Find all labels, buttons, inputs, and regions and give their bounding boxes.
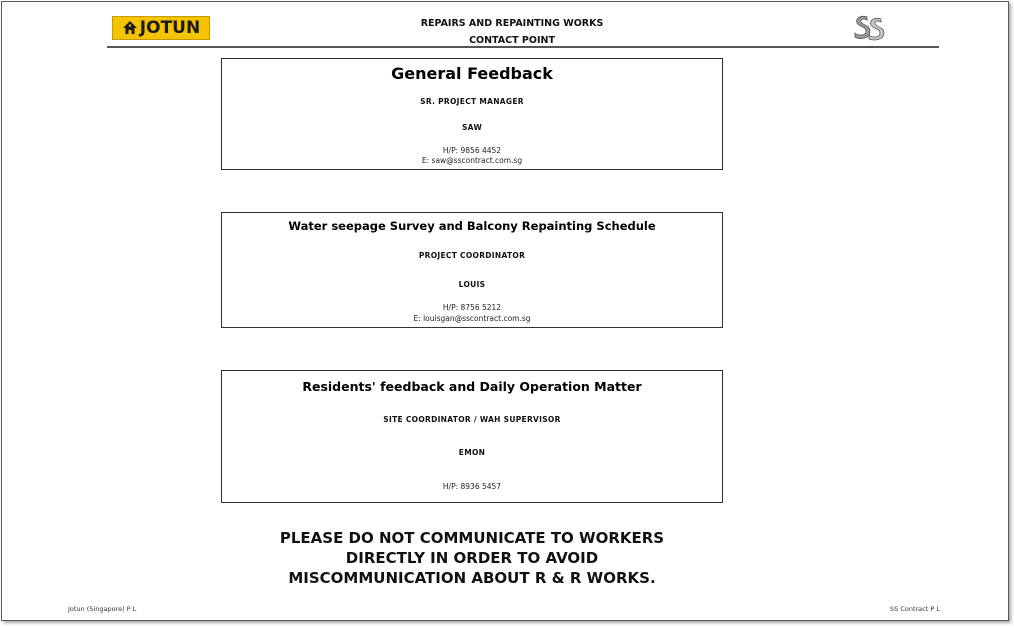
warning-notice bbox=[202, 528, 742, 588]
header-divider bbox=[107, 46, 939, 48]
title-line-1: REPAIRS AND REPAINTING WORKS bbox=[420, 18, 604, 29]
warning-line-1: PLEASE DO NOT COMMUNICATE TO WORKERS bbox=[279, 529, 665, 547]
warning-line-3: MISCOMMUNICATION ABOUT R & R WORKS. bbox=[288, 569, 656, 587]
ss-contract-logo-icon bbox=[852, 13, 886, 41]
contact-title: Residents' feedback and Daily Operation Matter bbox=[302, 379, 642, 394]
warning-line-2: DIRECTLY IN ORDER TO AVOID bbox=[345, 549, 599, 567]
contact-box-water-seepage bbox=[221, 212, 723, 328]
document-page bbox=[1, 1, 1009, 621]
contact-role: PROJECT COORDINATOR bbox=[418, 251, 526, 260]
jotun-house-icon bbox=[122, 20, 138, 36]
contact-email[interactable]: E: louisgan@sscontract.com.sg bbox=[413, 314, 531, 323]
jotun-logo bbox=[112, 16, 210, 40]
contact-email[interactable]: E: saw@sscontract.com.sg bbox=[421, 156, 523, 165]
footer-left: Jotun (Singapore) P L bbox=[68, 605, 137, 613]
contact-box-residents-feedback bbox=[221, 370, 723, 503]
contact-name: LOUIS bbox=[458, 280, 486, 289]
contact-title: General Feedback bbox=[391, 64, 553, 83]
footer-right: SS Contract P L bbox=[890, 605, 940, 613]
jotun-logo-text: JOTUN bbox=[139, 17, 201, 38]
contact-phone: H/P: 8936 5457 bbox=[442, 482, 502, 491]
title-line-2: CONTACT POINT bbox=[469, 35, 555, 46]
contact-phone: H/P: 9856 4452 bbox=[442, 146, 502, 155]
contact-role: SITE COORDINATOR / WAH SUPERVISOR bbox=[383, 415, 561, 424]
contact-role: SR. PROJECT MANAGER bbox=[420, 97, 524, 106]
contact-title: Water seepage Survey and Balcony Repainting Schedule bbox=[288, 219, 656, 233]
document-title bbox=[362, 15, 662, 49]
contact-name: SAW bbox=[461, 123, 483, 132]
contact-name: EMON bbox=[458, 448, 486, 457]
contact-phone: H/P: 8756 5212 bbox=[442, 303, 502, 312]
contact-box-general-feedback bbox=[221, 58, 723, 170]
